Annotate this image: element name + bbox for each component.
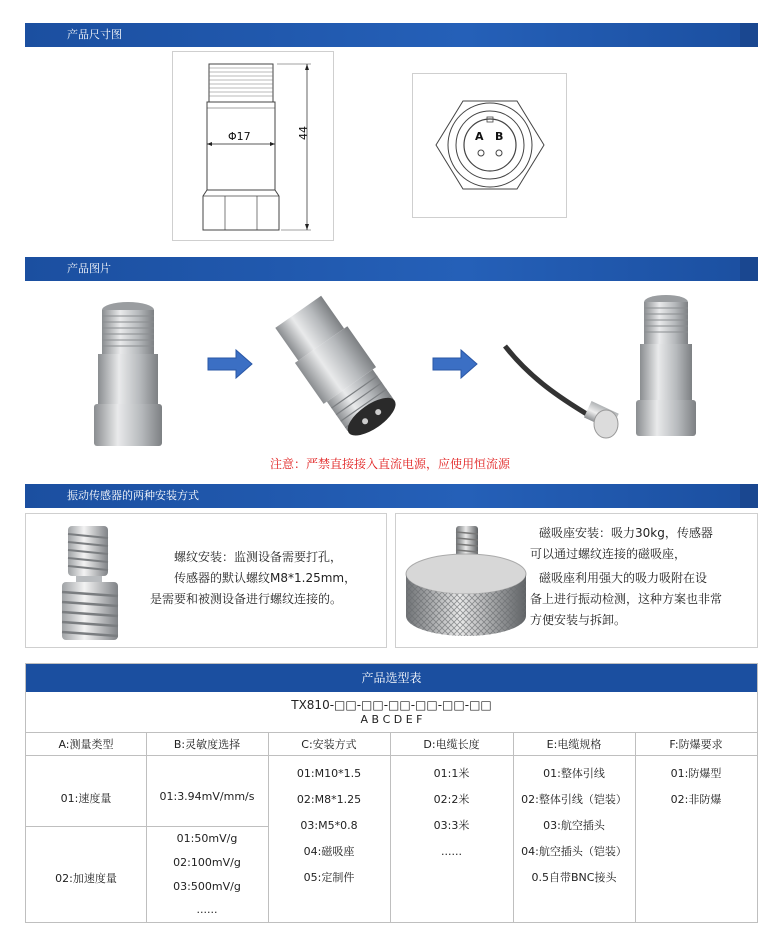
top-view-drawing bbox=[413, 74, 566, 217]
a-velocity: 01:速度量 bbox=[60, 792, 112, 805]
cable-photo bbox=[505, 346, 590, 416]
section-bar-tail bbox=[740, 23, 758, 47]
c-option: 05:定制件 bbox=[303, 871, 355, 884]
diameter-label: Φ17 bbox=[228, 130, 251, 143]
b-option: ...... bbox=[196, 903, 218, 916]
d-option: 02:2米 bbox=[433, 793, 470, 806]
col-header-b: B:灵敏度选择 bbox=[146, 732, 268, 756]
sensor-photo-3 bbox=[636, 295, 696, 436]
magnet-install-panel bbox=[395, 513, 758, 648]
col-header-d: D:电缆长度 bbox=[390, 732, 513, 756]
col-header-c: C:安装方式 bbox=[268, 732, 390, 756]
e-option: 01:整体引线 bbox=[543, 767, 605, 780]
section-bar-install bbox=[25, 484, 758, 508]
section-title-dimension: 产品尺寸图 bbox=[67, 28, 122, 41]
table-title: 产品选型表 bbox=[26, 664, 757, 692]
pin-a-label: A bbox=[475, 130, 484, 143]
col-header-f: F:防爆要求 bbox=[635, 732, 757, 756]
c-option: 02:M8*1.25 bbox=[296, 793, 362, 806]
dimension-drawing-side bbox=[172, 51, 334, 241]
height-label: 44 bbox=[297, 126, 310, 140]
thread-install-panel bbox=[25, 513, 387, 648]
e-option: 03:航空插头 bbox=[543, 819, 605, 832]
c-option: 01:M10*1.5 bbox=[296, 767, 362, 780]
section-bar-dimension bbox=[25, 23, 758, 47]
arrow-right-icon bbox=[208, 350, 252, 378]
b-option: 01:50mV/g bbox=[176, 832, 238, 845]
side-view-drawing bbox=[173, 52, 333, 240]
b-option: 01:3.94mV/mm/s bbox=[159, 790, 255, 803]
e-option: 0.5自带BNC接头 bbox=[531, 871, 617, 884]
selection-table bbox=[25, 663, 758, 923]
d-option: 01:1米 bbox=[433, 767, 470, 780]
section-bar-pictures bbox=[25, 257, 758, 281]
model-letters: A B C D E F bbox=[360, 713, 423, 726]
sensor-photo-1 bbox=[94, 302, 162, 446]
screw-photo bbox=[54, 520, 144, 645]
section-title-install: 振动传感器的两种安装方式 bbox=[67, 489, 199, 502]
thread-install-line1: 螺纹安装：监测设备需要打孔， bbox=[174, 550, 343, 564]
d-option: 03:3米 bbox=[433, 819, 470, 832]
warning-note: 注意：严禁直接接入直流电源，应使用恒流源 bbox=[269, 457, 510, 471]
b-option: 03:500mV/g bbox=[173, 880, 241, 893]
thread-install-line2: 传感器的默认螺纹M8*1.25mm， bbox=[174, 571, 357, 585]
a-acceleration: 02:加速度量 bbox=[55, 872, 117, 885]
col-header-e: E:电缆规格 bbox=[513, 732, 635, 756]
product-photos bbox=[0, 288, 780, 458]
c-option: 04:磁吸座 bbox=[303, 845, 355, 858]
section-title-pictures: 产品图片 bbox=[67, 262, 111, 275]
arrow-right-icon bbox=[433, 350, 477, 378]
e-option: 04:航空插头（铠装） bbox=[521, 845, 627, 858]
magnet-install-line5: 方便安装与拆卸。 bbox=[530, 613, 627, 627]
magnet-install-line1: 磁吸座安装：吸力30kg，传感器 bbox=[539, 526, 713, 540]
b-option: 02:100mV/g bbox=[173, 856, 241, 869]
magnet-install-line3: 磁吸座利用强大的吸力吸附在设 bbox=[539, 571, 708, 585]
pin-b-label: B bbox=[495, 130, 504, 143]
e-option: 02:整体引线（铠装） bbox=[521, 793, 627, 806]
col-header-a: A:测量类型 bbox=[26, 732, 146, 756]
f-option: 02:非防爆 bbox=[670, 793, 722, 806]
magnet-install-line2: 可以通过螺纹连接的磁吸座， bbox=[530, 547, 687, 561]
section-bar-tail bbox=[740, 257, 758, 281]
dimension-drawing-top bbox=[412, 73, 567, 218]
model-code: TX810-□□-□□-□□-□□-□□-□□ bbox=[291, 698, 492, 712]
sensor-photo-2 bbox=[272, 293, 405, 444]
c-option: 03:M5*0.8 bbox=[300, 819, 358, 832]
magnet-install-line4: 备上进行振动检测，这种方案也非常 bbox=[530, 592, 723, 606]
magnet-base-photo bbox=[400, 520, 530, 645]
thread-install-line3: 是需要和被测设备进行螺纹连接的。 bbox=[150, 592, 343, 606]
f-option: 01:防爆型 bbox=[670, 767, 722, 780]
section-bar-tail bbox=[740, 484, 758, 508]
d-option: ...... bbox=[441, 845, 462, 858]
